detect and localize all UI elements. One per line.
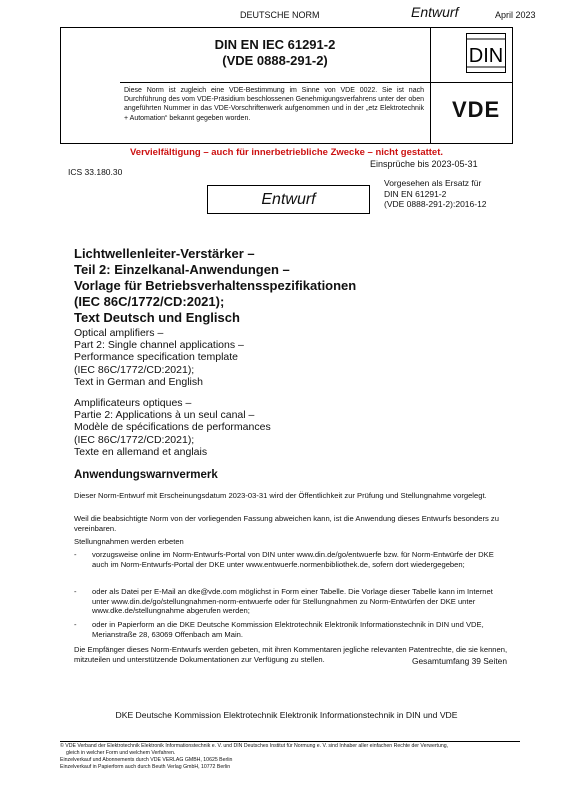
paragraph: Dieser Norm-Entwurf mit Erscheinungsdatum 2023-03-31 wird der Öffentlichkeit zur Prüfung und Stellungnahme vorgelegt.: [74, 491, 487, 500]
page-count: Gesamtumfang 39 Seiten: [412, 656, 507, 666]
title-en-line: Optical amplifiers –: [74, 327, 164, 339]
title-french: [74, 397, 271, 458]
einsprueche-deadline: Einsprüche bis 2023-05-31: [370, 159, 478, 169]
title-en-line: Performance specification template: [74, 351, 238, 364]
din-logo-text: DIN: [468, 45, 504, 67]
title-de-line: Teil 2: Einzelkanal-Anwendungen –: [74, 262, 290, 277]
footer-dke: DKE Deutsche Kommission Elektrotechnik Elektronik Informationstechnik in DIN und VDE: [115, 710, 458, 720]
title-german: [74, 246, 356, 326]
copyright-line: gleich in welcher Form und welchem Verfahren.: [66, 750, 176, 756]
list-item: vorzugsweise online im Norm-Entwurfs-Portal von DIN unter www.din.de/go/entwuerfe bzw. für Norm-Entwürfe der DKE auch im Norm-Entwurfs-Portal der DKE unter www.entwuerfe.normenbibliothek.de, sofern dort wiedergegeben;: [92, 550, 494, 569]
title-de-line: Vorlage für Betriebsverhaltensspezifikationen: [74, 278, 357, 293]
paragraph: Weil die beabsichtigte Norm von der vorliegenden Fassung abweichen kann, ist die Anwendung dieses Entwurfs besonders zu vereinbaren.: [74, 514, 499, 533]
frame-divider-vertical: [430, 27, 431, 144]
title-fr-line: (IEC 86C/1772/CD:2021);: [74, 433, 195, 446]
copy-warning: Vervielfältigung – auch für innerbetriebliche Zwecke – nicht gestattet.: [129, 147, 444, 158]
title-de-line: Lichtwellenleiter-Verstärker –: [74, 246, 255, 261]
section-heading: Anwendungswarnvermerk: [74, 469, 218, 481]
title-de-line: Text Deutsch und Englisch: [74, 310, 240, 325]
paragraph: Die Empfänger dieses Norm-Entwurfs werden gebeten, mit ihren Kommentaren jegliche relevanten Patentrechte, die sie kennen, mitzuteilen und unterstützende Dokumentationen zur Verfügung zu stellen.: [74, 645, 508, 664]
frame-divider-horizontal: [120, 82, 513, 83]
entwurf-box: Entwurf: [207, 185, 370, 214]
vde-logo: VDE: [452, 97, 501, 122]
replacement-info: [384, 178, 487, 210]
copyright-line: Einzelverkauf und Abonnements durch VDE VERLAG GMBH, 10625 Berlin: [60, 757, 233, 763]
document-number-line1: DIN EN IEC 61291-2: [214, 37, 336, 52]
title-en-line: Part 2: Single channel applications –: [74, 339, 244, 352]
replacement-line3: (VDE 0888-291-2):2016-12: [384, 199, 487, 209]
title-en-line: Text in German and English: [74, 375, 203, 388]
copyright-line: © VDE Verband der Elektrotechnik Elektronik Informationstechnik e. V. und DIN Deutsches Institut für Normung e. V. sind Inhaber aller einfachen Rechte der Verwertung,: [60, 743, 449, 749]
publication-date: April 2023: [495, 10, 536, 20]
title-fr-line: Modèle de spécifications de performances: [74, 421, 271, 434]
ics-code: ICS 33.180.30: [68, 167, 123, 177]
copyright-line: Einzelverkauf in Papierform auch durch Beuth Verlag GmbH, 10772 Berlin: [60, 764, 231, 770]
vde-notice: Diese Norm ist zugleich eine VDE-Bestimmung im Sinne von VDE 0022. Sie ist nach Durchführung des vom VDE-Präsidium beschlossenen Genehmigungsverfahrens unter der oben angeführten Nummer in das VDE-Vorschriftenwerk aufgenommen und in der „etz Elektrotechnik + Automation“ bekannt gegeben worden.: [124, 87, 424, 122]
entwurf-label: Entwurf: [411, 4, 459, 20]
footer-divider: [60, 741, 520, 742]
document-number-line2: (VDE 0888-291-2): [222, 53, 328, 68]
title-en-line: (IEC 86C/1772/CD:2021);: [74, 363, 195, 376]
title-english: [74, 327, 244, 388]
title-fr-line: Partie 2: Applications à un seul canal –: [74, 409, 255, 422]
norm-label: DEUTSCHE NORM: [240, 10, 320, 20]
list-bullet: -: [74, 587, 77, 596]
list-item: oder als Datei per E-Mail an dke@vde.com möglichst in Form einer Tabelle. Die Vorlage dieser Tabelle kann im Internet unter www.din.de/go/stellungnahmen-norm-entwuerfe oder für Stellungnahmen zu Norm-Entwürfen der DKE unter www.dke.de/stellungnahme abgerufen werden;: [92, 587, 493, 616]
title-fr-line: Amplificateurs optiques –: [74, 397, 192, 409]
title-fr-line: Texte en allemand et anglais: [74, 445, 208, 458]
replacement-line2: DIN EN 61291-2: [384, 188, 447, 199]
title-de-line: (IEC 86C/1772/CD:2021);: [74, 294, 225, 309]
list-item: oder in Papierform an die DKE Deutsche Kommission Elektrotechnik Elektronik Informationstechnik in DIN und VDE, Merianstraße 28, 63069 Offenbach am Main.: [92, 620, 484, 639]
din-logo: [466, 33, 506, 73]
paragraph: Stellungnahmen werden erbeten: [74, 537, 184, 546]
list-bullet: -: [74, 620, 77, 629]
replacement-line1: Vorgesehen als Ersatz für: [384, 178, 482, 188]
list-bullet: -: [74, 550, 77, 559]
document-number: [120, 37, 430, 69]
copyright-notice: [60, 743, 530, 771]
